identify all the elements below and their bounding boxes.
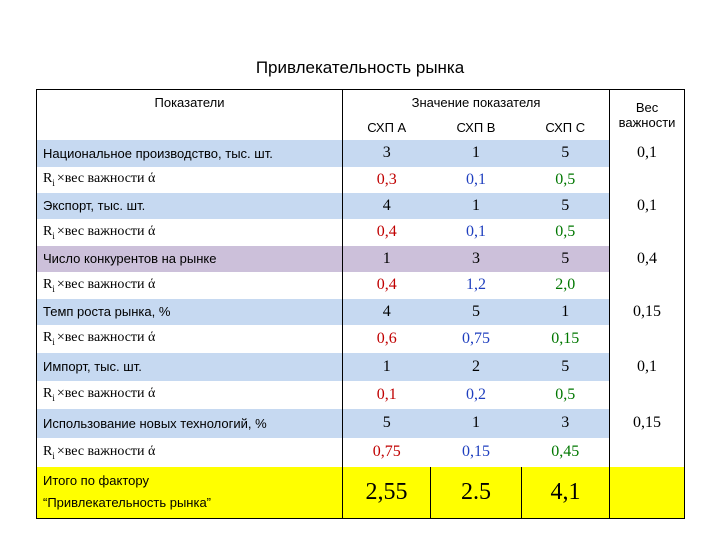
weighted-row bbox=[37, 381, 685, 409]
total-value-sxp-a: 2,55 bbox=[343, 467, 431, 519]
weighted-label bbox=[37, 272, 343, 299]
ri-text: ×вес важности ά bbox=[56, 223, 156, 239]
weight-value: 0,15 bbox=[610, 409, 685, 438]
weighted-label bbox=[37, 219, 343, 246]
indicator-value-sxp-c: 3 bbox=[561, 414, 570, 431]
weighted-value-sxp-c: 0,5 bbox=[555, 170, 576, 188]
ri-text: ×вес важности ά bbox=[56, 443, 156, 459]
weight-blank bbox=[610, 272, 685, 299]
indicator-label: Использование новых технологий, % bbox=[43, 415, 267, 431]
indicator-value-sxp-c: 5 bbox=[561, 196, 570, 214]
weighted-value-sxp-c: 0,15 bbox=[551, 329, 580, 347]
indicator-row bbox=[37, 409, 685, 438]
weighted-row bbox=[37, 219, 685, 246]
weight-value: 0,1 bbox=[610, 140, 685, 167]
weight-blank bbox=[610, 219, 685, 246]
weighted-row bbox=[37, 325, 685, 353]
total-label bbox=[37, 467, 343, 519]
indicator-label: Число конкурентов на рынке bbox=[43, 251, 217, 266]
weighted-value-sxp-a: 0,4 bbox=[343, 219, 431, 246]
weighted-value-sxp-c: 2,0 bbox=[555, 276, 576, 293]
indicator-value-sxp-b: 5 bbox=[472, 302, 480, 320]
weight-blank bbox=[610, 325, 685, 353]
weighted-value-sxp-b: 0,1 bbox=[466, 170, 486, 188]
weighted-value-sxp-b: 1,2 bbox=[466, 276, 486, 293]
weighted-row bbox=[37, 272, 685, 299]
indicator-value-sxp-a: 3 bbox=[343, 140, 431, 167]
indicator-value-sxp-c: 1 bbox=[561, 302, 570, 320]
indicator-value-sxp-a: 4 bbox=[343, 299, 431, 325]
weighted-row bbox=[37, 438, 685, 467]
indicator-value-sxp-a: 5 bbox=[343, 409, 431, 438]
total-weight-blank bbox=[610, 467, 685, 519]
weighted-label bbox=[37, 438, 343, 467]
indicator-value-sxp-b: 1 bbox=[472, 414, 480, 431]
ri-subscript: i bbox=[52, 177, 55, 188]
indicator-value-sxp-b: 3 bbox=[472, 249, 480, 267]
header-sxp-b: СХП B bbox=[456, 120, 496, 135]
ri-text: ×вес важности ά bbox=[56, 386, 156, 402]
weighted-value-sxp-b: 0,2 bbox=[466, 385, 486, 403]
total-label-line2: “Привлекательность рынка” bbox=[43, 495, 212, 511]
weighted-value-sxp-a: 0,1 bbox=[343, 381, 431, 409]
total-value-sxp-b: 2.5 bbox=[431, 467, 522, 519]
weight-blank bbox=[610, 438, 685, 467]
indicator-label: Импорт, тыс. шт. bbox=[43, 359, 142, 374]
weighted-value-sxp-c: 0,5 bbox=[555, 223, 576, 240]
ri-subscript: i bbox=[52, 230, 55, 241]
indicator-row bbox=[37, 140, 685, 167]
ri-symbol: R bbox=[43, 330, 53, 346]
weighted-value-sxp-c: 0,45 bbox=[551, 443, 580, 460]
header-row-1 bbox=[37, 90, 685, 116]
weight-blank bbox=[610, 381, 685, 409]
weighted-value-sxp-b: 0,1 bbox=[466, 223, 486, 240]
weighted-value-sxp-a: 0,6 bbox=[343, 325, 431, 353]
weight-value: 0,4 bbox=[610, 246, 685, 272]
header-indicators: Показатели bbox=[154, 95, 225, 111]
header-sxp-a: СХП А bbox=[343, 116, 431, 140]
indicator-row bbox=[37, 353, 685, 381]
header-row-2 bbox=[37, 116, 685, 140]
weighted-value-sxp-a: 0,4 bbox=[343, 272, 431, 299]
indicator-value-sxp-c: 5 bbox=[561, 357, 570, 375]
weighted-value-sxp-a: 0,3 bbox=[343, 167, 431, 193]
indicator-label: Экспорт, тыс. шт. bbox=[43, 198, 146, 213]
weight-value: 0,1 bbox=[610, 193, 685, 219]
weighted-value-sxp-b: 0,75 bbox=[462, 329, 490, 347]
indicator-row bbox=[37, 299, 685, 325]
weighted-label bbox=[37, 167, 343, 193]
indicator-row bbox=[37, 246, 685, 272]
ri-subscript: i bbox=[52, 450, 55, 461]
ri-text: ×вес важности ά bbox=[56, 276, 156, 292]
indicator-value-sxp-b: 1 bbox=[472, 196, 480, 214]
indicator-value-sxp-c: 5 bbox=[561, 144, 570, 161]
page-title: Привлекательность рынка bbox=[255, 58, 465, 77]
indicator-value-sxp-b: 2 bbox=[472, 357, 480, 375]
indicator-label: Темп роста рынка, % bbox=[43, 304, 171, 319]
weight-value: 0,15 bbox=[610, 299, 685, 325]
weighted-value-sxp-b: 0,15 bbox=[462, 443, 490, 460]
header-sxp-c: СХП С bbox=[545, 120, 586, 135]
ri-subscript: i bbox=[52, 336, 55, 347]
ri-symbol: R bbox=[43, 276, 53, 292]
weight-blank bbox=[610, 167, 685, 193]
indicator-value-sxp-b: 1 bbox=[472, 144, 480, 161]
ri-text: ×вес важности ά bbox=[56, 171, 156, 187]
ri-symbol: R bbox=[43, 443, 53, 459]
ri-symbol: R bbox=[43, 223, 53, 239]
weighted-value-sxp-a: 0,75 bbox=[343, 438, 431, 467]
weighted-label bbox=[37, 325, 343, 353]
header-values: Значение показателя bbox=[343, 90, 610, 116]
ri-text: ×вес важности ά bbox=[56, 330, 156, 346]
total-row bbox=[37, 467, 685, 519]
indicator-value-sxp-a: 1 bbox=[343, 353, 431, 381]
ri-subscript: i bbox=[52, 283, 55, 294]
indicator-value-sxp-c: 5 bbox=[561, 249, 570, 267]
header-weight: Вес важности bbox=[610, 90, 685, 140]
total-label-line1: Итого по фактору bbox=[43, 473, 149, 489]
ri-symbol: R bbox=[43, 386, 53, 402]
weighted-row bbox=[37, 167, 685, 193]
indicator-value-sxp-a: 4 bbox=[343, 193, 431, 219]
weight-value: 0,1 bbox=[610, 353, 685, 381]
indicator-label: Национальное производство, тыс. шт. bbox=[43, 145, 273, 161]
weighted-label bbox=[37, 381, 343, 409]
ri-symbol: R bbox=[43, 171, 53, 187]
attractiveness-table bbox=[36, 89, 685, 519]
ri-subscript: i bbox=[52, 392, 55, 403]
total-value-sxp-c: 4,1 bbox=[522, 467, 610, 519]
header-blank bbox=[37, 116, 343, 140]
indicator-value-sxp-a: 1 bbox=[343, 246, 431, 272]
weighted-value-sxp-c: 0,5 bbox=[555, 385, 576, 403]
indicator-row bbox=[37, 193, 685, 219]
